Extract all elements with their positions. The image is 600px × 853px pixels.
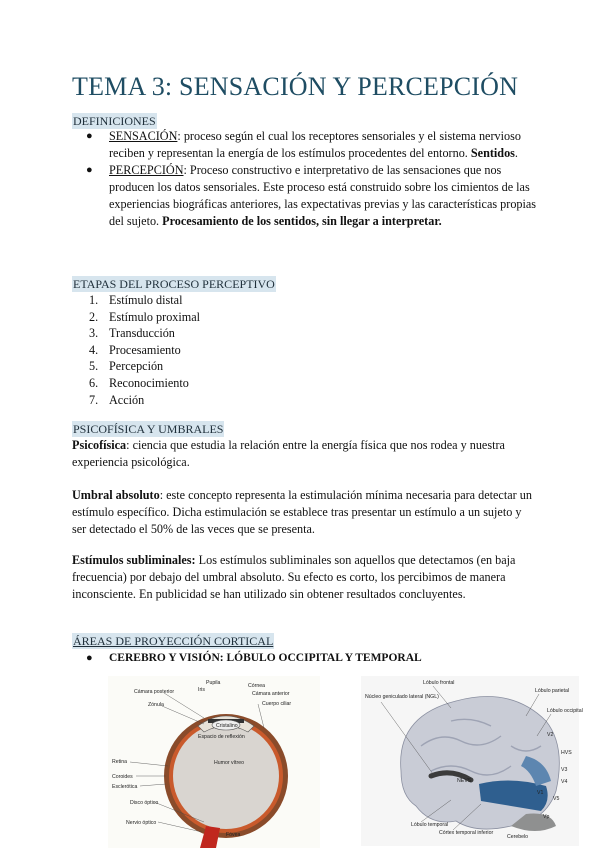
- stage-label: Estímulo distal: [109, 293, 183, 307]
- eye-diagram: [108, 676, 320, 848]
- term-subliminales: Estímulos subliminales:: [72, 553, 196, 567]
- paragraph-psicofisica: [72, 437, 532, 471]
- term-umbral: Umbral absoluto: [72, 488, 160, 502]
- cortical-bullet: [72, 650, 422, 666]
- label-esclerotica: Esclerótica: [112, 784, 138, 790]
- section-cortical: [72, 633, 274, 649]
- text-umbral: : este concepto representa la estimulación mínima necesaria para detectar un estímulo específico. Dicha estimulación se establece tras presentar un estímulo a un sujeto y ser detectado el 50% de las veces que se presenta.: [72, 488, 532, 536]
- label-occipital: Lóbulo occipital: [547, 708, 583, 714]
- stage-item: [72, 292, 200, 309]
- label-pupila: Pupila: [206, 680, 221, 686]
- label-cerebelo: Cerebelo: [507, 834, 529, 840]
- label-humor: Humor vítreo: [214, 760, 244, 766]
- stage-number: 3.: [89, 326, 99, 341]
- section-psychophysics: [72, 421, 224, 437]
- bullet-icon: ●: [86, 652, 93, 664]
- definition-item: [72, 162, 537, 230]
- definition-text: : proceso según el cual los receptores sensoriales y el sistema nervioso reciben y representan la energía de los estímulos procedentes del entorno.: [109, 129, 521, 160]
- stage-number: 5.: [89, 359, 99, 374]
- definition-term: PERCEPCIÓN: [109, 163, 184, 177]
- label-hvs: HVS: [561, 750, 572, 756]
- label-coroides: Coroides: [112, 774, 133, 780]
- label-temporal: Lóbulo temporal: [411, 822, 449, 828]
- label-v4: V4: [561, 779, 568, 785]
- label-v5: V5: [553, 796, 560, 802]
- stage-item: [72, 375, 200, 392]
- section-stages: [72, 276, 276, 292]
- label-espacio: Espacio de reflexión: [198, 734, 245, 740]
- stage-number: 1.: [89, 293, 99, 307]
- definition-tail: .: [514, 146, 518, 160]
- brain-illustration: [361, 676, 583, 846]
- label-frontal: Lóbulo frontal: [423, 680, 455, 686]
- page-title: TEMA 3: SENSACIÓN Y PERCEPCIÓN: [72, 72, 519, 101]
- stage-label: Reconocimiento: [109, 375, 189, 390]
- label-ngl: Núcleo geniculado lateral (NGL): [365, 694, 439, 700]
- label-disco: Disco óptico: [130, 800, 159, 806]
- label-vp: Vp: [543, 814, 550, 820]
- eye-illustration: [108, 676, 320, 848]
- label-v2: V2: [547, 732, 554, 738]
- stage-label: Procesamiento: [109, 342, 181, 357]
- cortical-bullet-text: CEREBRO Y VISIÓN: LÓBULO OCCIPITAL Y TEMPORAL: [109, 652, 422, 664]
- definition-text: : Proceso constructivo e interpretativo de las sensaciones que nos producen los datos sensoriales. Este proceso está construido sobre los cimientos de las experiencias biográficas anteriores, las expectativas previas y las características propias del sujeto.: [109, 163, 537, 228]
- stage-item: [72, 325, 200, 342]
- label-cornea: Córnea: [248, 683, 266, 689]
- label-cuerpo-ciliar: Cuerpo ciliar: [262, 701, 292, 707]
- term-psicofisica: Psicofísica: [72, 438, 127, 452]
- stage-item: [72, 342, 200, 359]
- bullet-icon: ●: [86, 130, 93, 142]
- label-cristalino: Cristalino: [216, 723, 238, 729]
- section-definitions-label: DEFINICIONES: [73, 114, 156, 128]
- brain-diagram: [361, 676, 583, 846]
- stage-number: 2.: [89, 309, 99, 324]
- label-v3: V3: [561, 767, 568, 773]
- label-iris: Iris: [198, 687, 205, 693]
- definition-item: [72, 128, 537, 162]
- section-stages-label: ETAPAS DEL PROCESO PERCEPTIVO: [73, 277, 275, 291]
- definitions-list: [72, 128, 537, 230]
- stage-label: Percepción: [109, 359, 164, 374]
- label-camara-anterior: Cámara anterior: [252, 691, 290, 697]
- stage-number: 7.: [89, 392, 99, 407]
- label-camara-posterior: Cámara posterior: [134, 689, 175, 695]
- stage-item: [72, 309, 200, 326]
- stage-item: [72, 392, 200, 409]
- stage-number: 6.: [89, 375, 99, 390]
- text-subliminales: Los estímulos subliminales son aquellos que detectamos (en baja frecuencia) por debajo del umbral absoluto. Su efecto es corto, los percibimos de manera inconsciente. En publicidad se han utilizado sin obtener resultados concluyentes.: [72, 553, 516, 601]
- text-psicofisica: : ciencia que estudia la relación entre la energía física que nos rodea y nuestra experiencia psicológica.: [72, 438, 505, 469]
- stage-label: Transducción: [109, 326, 175, 341]
- stages-list: [72, 292, 200, 408]
- label-parietal: Lóbulo parietal: [535, 688, 570, 694]
- stage-label: Acción: [109, 392, 145, 407]
- stage-item: [72, 358, 200, 375]
- definition-term: SENSACIÓN: [109, 129, 178, 143]
- label-nevs: NEVS: [457, 778, 472, 784]
- label-retina: Retina: [112, 759, 127, 765]
- label-zonula: Zónula: [148, 702, 164, 708]
- paragraph-umbral: [72, 487, 532, 538]
- section-cortical-label: ÁREAS DE PROYECCIÓN CORTICAL: [73, 634, 274, 648]
- section-psychophysics-label: PSICOFÍSICA Y UMBRALES: [73, 422, 224, 436]
- definition-keyword: Procesamiento de los sentidos, sin llegar a interpretar.: [162, 214, 442, 228]
- definition-keyword: Sentidos: [470, 146, 515, 160]
- label-nervio: Nervio óptico: [126, 820, 157, 826]
- bullet-icon: ●: [86, 164, 93, 176]
- stage-label: Estímulo proximal: [109, 309, 201, 324]
- label-cortex: Córtex temporal inferior: [439, 830, 494, 836]
- label-v1: V1: [537, 790, 544, 796]
- paragraph-subliminales: [72, 552, 532, 603]
- label-fovea: Fóvea: [226, 832, 241, 838]
- stage-number: 4.: [89, 342, 99, 357]
- section-definitions: [72, 113, 157, 129]
